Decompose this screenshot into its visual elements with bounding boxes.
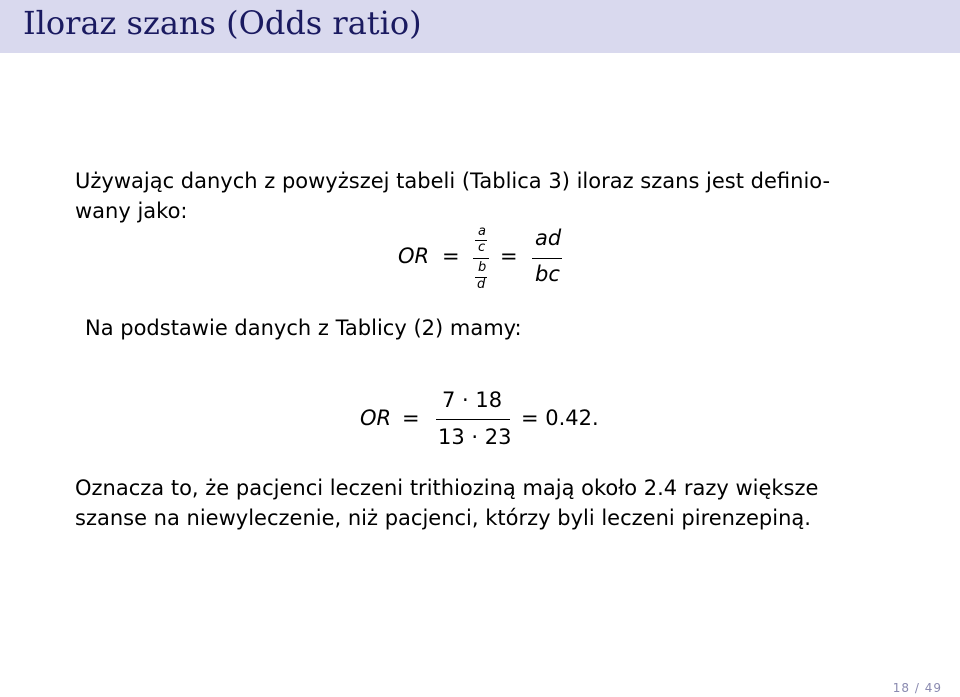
formula1-main-bar [473,258,489,259]
formula1-a: a [478,224,486,239]
formula1-equals: = [442,244,460,268]
paragraph-intro-line2: wany jako: [75,199,188,223]
paragraph-conclusion-line1: Oznacza to, że pacjenci leczeni trithioziną mają około 2.4 razy większe [75,476,819,500]
formula2-result: = 0.42. [521,406,599,430]
slide-header [0,0,960,53]
page-number: 18 / 49 [892,681,942,695]
formula2-numerator: 7 · 18 [442,388,503,412]
paragraph-intro-line1: Używając danych z powyższej tabeli (Tablica 3) iloraz szans jest definio- [75,169,831,193]
slide-title: Iloraz szans (Odds ratio) [23,4,422,42]
formula2-lhs: OR [360,406,392,430]
formula2-equals: = [402,406,420,430]
paragraph-data-intro: Na podstawie danych z Tablicy (2) mamy: [85,316,522,340]
formula1-b: b [478,260,487,275]
formula1-lhs: OR [398,244,430,268]
formula1-equals2: = [500,244,518,268]
formula1-fraction-bar [532,258,562,259]
formula1-numerator: ad [535,226,562,250]
formula1-denominator: bc [535,262,560,286]
formula2-denominator: 13 · 23 [438,425,512,449]
formula1-c: c [478,240,486,255]
formula2-fraction-bar [436,419,510,420]
formula1-d: d [477,277,486,292]
paragraph-conclusion-line2: szanse na niewyleczenie, niż pacjenci, którzy byli leczeni pirenzepiną. [75,506,811,530]
